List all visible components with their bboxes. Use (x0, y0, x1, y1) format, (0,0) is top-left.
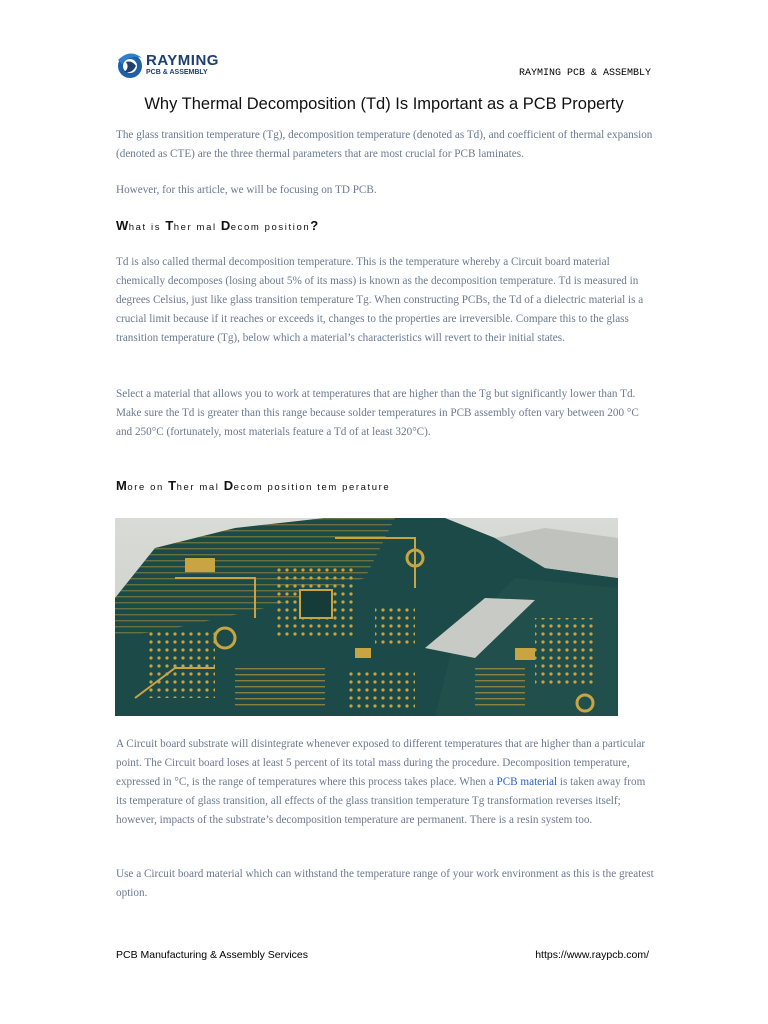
recommendation-paragraph: Use a Circuit board material which can withstand the temperature range of your work environment as this is the greatest option. (116, 868, 654, 899)
rayming-logo-icon (116, 50, 144, 80)
footer-services-text: PCB Manufacturing & Assembly Services (116, 949, 308, 961)
pcb-board-image (115, 518, 618, 716)
page-title: Why Thermal Decomposition (Td) Is Important as a PCB Property (144, 95, 624, 113)
td-definition-paragraph: Td is also called thermal decomposition temperature. This is the temperature whereby a Circuit board material chemically decomposes (losing about 5% of its mass) is known as the decomposition temperature. Td is measured in degrees Celsius, just like glass transition temperature Tg. When constructing PCBs, the Td of a dielectric material is a crucial limit because if it reaches or exceeds it, changes to the properties are irreversible. Compare this to the glass transition temperature (Tg), below which a material’s characteristics will revert to their initial states. (116, 256, 644, 344)
material-selection-paragraph: Select a material that allows you to work at temperatures that are higher than the Tg but significantly lower than Td. Make sure the Td is greater than this range because solder temperatures in PCB assembly often vary between 200 °C and 250°C (fortunately, most materials feature a Td of at least 320°C). (116, 388, 639, 438)
logo-wordmark: RAYMING (146, 52, 219, 69)
section-heading-more-on-td: More on Ther mal Decom position tem perature (116, 478, 391, 493)
header-company-name: RAYMING PCB & ASSEMBLY (518, 68, 651, 79)
footer-website-url: https://www.raypcb.com/ (535, 949, 649, 961)
substrate-paragraph: A Circuit board substrate will disintegrate whenever exposed to different temperatures that are higher than a particular point. The Circuit board loses at least 5 percent of its total mass during the procedure. Decomposition temperature, expressed in °C, is the range of temperatures where this process takes place. When a PCB material is taken away from its temperature of glass transition, all effects of the glass transition temperature Tg transformation reverses itself; however, impacts of the substrate’s decomposition temperature are permanent. There is a resin system too. (116, 738, 646, 826)
logo-subtitle: PCB & ASSEMBLY (146, 69, 208, 76)
focus-paragraph: However, for this article, we will be focusing on TD PCB. (116, 184, 377, 196)
intro-paragraph: The glass transition temperature (Tg), decomposition temperature (denoted as Td), and coefficient of thermal expansion (denoted as CTE) are the three thermal parameters that are most crucial for PCB laminates. (116, 129, 653, 160)
section-heading-what-is-td: What is Ther mal Decom position? (116, 218, 319, 233)
pcb-material-link[interactable]: PCB material (496, 776, 558, 788)
rayming-logo (116, 50, 226, 82)
